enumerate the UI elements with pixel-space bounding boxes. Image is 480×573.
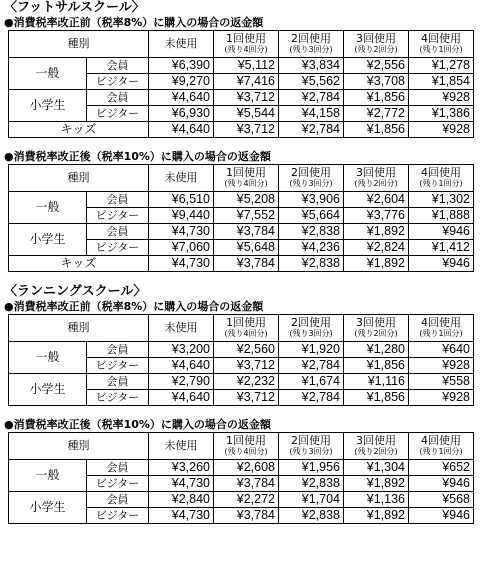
refund-amount: ¥4,730: [149, 508, 214, 524]
header-usage-label: 4回使用: [421, 316, 461, 329]
table-row: [9, 374, 474, 390]
refund-amount: ¥1,956: [279, 460, 344, 476]
refund-amount: ¥2,772: [344, 106, 409, 122]
category-kids: キッズ: [9, 122, 149, 138]
refund-amount: ¥7,552: [214, 208, 279, 224]
refund-table: [8, 432, 474, 524]
category-general: 一般: [9, 58, 87, 90]
category-general: 一般: [9, 460, 87, 492]
header-usage-2: [279, 315, 344, 342]
refund-amount: ¥640: [409, 342, 474, 358]
refund-amount: ¥558: [409, 374, 474, 390]
header-usage-label: 3回使用: [356, 32, 396, 45]
refund-amount: ¥928: [409, 358, 474, 374]
table-row: [9, 256, 474, 272]
header-remaining: (残り1回分): [419, 447, 463, 456]
refund-amount: ¥6,390: [149, 58, 214, 74]
header-usage-1: [214, 433, 279, 460]
header-usage-label: 1回使用: [226, 32, 266, 45]
header-usage-label: 4回使用: [421, 166, 461, 179]
refund-amount: ¥7,060: [149, 240, 214, 256]
refund-amount: ¥3,784: [214, 256, 279, 272]
refund-amount: ¥1,892: [344, 476, 409, 492]
category-elementary: 小学生: [9, 374, 87, 406]
refund-amount: ¥1,856: [344, 390, 409, 406]
refund-amount: ¥4,640: [149, 90, 214, 106]
refund-amount: ¥928: [409, 90, 474, 106]
refund-amount: ¥1,704: [279, 492, 344, 508]
refund-amount: ¥1,888: [409, 208, 474, 224]
table-subtitle: ●消費税率改正前（税率8%）に購入の場合の返金額: [4, 16, 264, 29]
header-usage-3: [344, 433, 409, 460]
table-header-row: [9, 165, 474, 192]
header-unused: 未使用: [149, 315, 214, 342]
refund-amount: ¥1,674: [279, 374, 344, 390]
refund-amount: ¥2,604: [344, 192, 409, 208]
member-type-visitor: ビジター: [87, 106, 149, 122]
refund-amount: ¥5,544: [214, 106, 279, 122]
refund-amount: ¥1,412: [409, 240, 474, 256]
refund-amount: ¥4,730: [149, 256, 214, 272]
table-row: [9, 492, 474, 508]
member-type-visitor: ビジター: [87, 240, 149, 256]
category-elementary: 小学生: [9, 224, 87, 256]
refund-amount: ¥1,136: [344, 492, 409, 508]
refund-amount: ¥5,562: [279, 74, 344, 90]
refund-amount: ¥5,664: [279, 208, 344, 224]
table-header-row: [9, 433, 474, 460]
header-usage-2: [279, 165, 344, 192]
header-remaining: (残り1回分): [419, 329, 463, 338]
member-type-visitor: ビジター: [87, 358, 149, 374]
refund-amount: ¥2,272: [214, 492, 279, 508]
member-type-visitor: ビジター: [87, 508, 149, 524]
refund-amount: ¥1,892: [344, 508, 409, 524]
refund-amount: ¥928: [409, 122, 474, 138]
header-usage-label: 3回使用: [356, 316, 396, 329]
table-row: [9, 224, 474, 240]
header-kind: 種別: [9, 315, 149, 342]
header-kind: 種別: [9, 31, 149, 58]
refund-amount: ¥7,416: [214, 74, 279, 90]
header-usage-label: 2回使用: [291, 434, 331, 447]
refund-amount: ¥3,712: [214, 390, 279, 406]
refund-amount: ¥4,640: [149, 390, 214, 406]
header-usage-4: [409, 165, 474, 192]
refund-amount: ¥3,784: [214, 508, 279, 524]
header-unused: 未使用: [149, 31, 214, 58]
refund-amount: ¥1,302: [409, 192, 474, 208]
table-row: [9, 58, 474, 74]
refund-amount: ¥3,200: [149, 342, 214, 358]
refund-amount: ¥1,856: [344, 122, 409, 138]
member-type-member: 会員: [87, 460, 149, 476]
refund-amount: ¥3,776: [344, 208, 409, 224]
header-remaining: (残り2回分): [354, 45, 398, 54]
member-type-visitor: ビジター: [87, 208, 149, 224]
refund-amount: ¥2,784: [279, 390, 344, 406]
refund-amount: ¥568: [409, 492, 474, 508]
header-usage-label: 3回使用: [356, 434, 396, 447]
header-remaining: (残り4回分): [224, 447, 268, 456]
header-usage-label: 2回使用: [291, 32, 331, 45]
refund-amount: ¥5,648: [214, 240, 279, 256]
header-remaining: (残り3回分): [289, 447, 333, 456]
refund-amount: ¥946: [409, 256, 474, 272]
spacer: [0, 406, 480, 418]
refund-amount: ¥1,920: [279, 342, 344, 358]
header-usage-4: [409, 433, 474, 460]
header-usage-label: 4回使用: [421, 32, 461, 45]
header-remaining: (残り2回分): [354, 447, 398, 456]
header-usage-label: 2回使用: [291, 316, 331, 329]
header-usage-label: 1回使用: [226, 316, 266, 329]
refund-amount: ¥2,838: [279, 256, 344, 272]
refund-amount: ¥1,278: [409, 58, 474, 74]
header-unused: 未使用: [149, 433, 214, 460]
header-usage-2: [279, 433, 344, 460]
member-type-member: 会員: [87, 342, 149, 358]
header-remaining: (残り3回分): [289, 45, 333, 54]
refund-amount: ¥1,856: [344, 358, 409, 374]
spacer: [0, 272, 480, 284]
refund-amount: ¥3,712: [214, 90, 279, 106]
refund-table: [8, 314, 474, 406]
refund-amount: ¥9,270: [149, 74, 214, 90]
refund-amount: ¥1,116: [344, 374, 409, 390]
refund-amount: ¥1,892: [344, 224, 409, 240]
header-usage-1: [214, 315, 279, 342]
refund-amount: ¥1,280: [344, 342, 409, 358]
refund-amount: ¥1,386: [409, 106, 474, 122]
member-type-member: 会員: [87, 192, 149, 208]
refund-amount: ¥5,208: [214, 192, 279, 208]
header-kind: 種別: [9, 433, 149, 460]
member-type-visitor: ビジター: [87, 390, 149, 406]
refund-amount: ¥2,232: [214, 374, 279, 390]
refund-amount: ¥1,856: [344, 90, 409, 106]
category-general: 一般: [9, 342, 87, 374]
refund-amount: ¥3,784: [214, 224, 279, 240]
header-kind: 種別: [9, 165, 149, 192]
member-type-member: 会員: [87, 374, 149, 390]
header-usage-3: [344, 165, 409, 192]
refund-amount: ¥2,838: [279, 508, 344, 524]
header-usage-label: 3回使用: [356, 166, 396, 179]
refund-amount: ¥4,730: [149, 476, 214, 492]
table-header-row: [9, 315, 474, 342]
refund-amount: ¥946: [409, 476, 474, 492]
header-usage-label: 1回使用: [226, 166, 266, 179]
table-subtitle: ●消費税率改正前（税率8%）に購入の場合の返金額: [4, 300, 264, 313]
refund-amount: ¥2,790: [149, 374, 214, 390]
refund-amount: ¥9,440: [149, 208, 214, 224]
header-remaining: (残り4回分): [224, 179, 268, 188]
refund-amount: ¥3,834: [279, 58, 344, 74]
refund-amount: ¥2,824: [344, 240, 409, 256]
refund-amount: ¥2,838: [279, 476, 344, 492]
refund-amount: ¥4,640: [149, 358, 214, 374]
section-title: 〈ランニングスクール〉: [4, 284, 147, 299]
refund-amount: ¥3,712: [214, 122, 279, 138]
header-remaining: (残り2回分): [354, 179, 398, 188]
section-title: 〈フットサルスクール〉: [4, 0, 145, 15]
member-type-member: 会員: [87, 224, 149, 240]
refund-amount: ¥6,510: [149, 192, 214, 208]
category-general: 一般: [9, 192, 87, 224]
refund-amount: ¥946: [409, 508, 474, 524]
header-remaining: (残り3回分): [289, 329, 333, 338]
member-type-visitor: ビジター: [87, 74, 149, 90]
header-usage-label: 2回使用: [291, 166, 331, 179]
refund-amount: ¥2,560: [214, 342, 279, 358]
header-remaining: (残り1回分): [419, 45, 463, 54]
refund-amount: ¥2,784: [279, 358, 344, 374]
table-header-row: [9, 31, 474, 58]
header-usage-4: [409, 31, 474, 58]
refund-amount: ¥4,236: [279, 240, 344, 256]
header-usage-3: [344, 315, 409, 342]
refund-amount: ¥3,906: [279, 192, 344, 208]
refund-amount: ¥4,730: [149, 224, 214, 240]
refund-amount: ¥1,892: [344, 256, 409, 272]
member-type-visitor: ビジター: [87, 476, 149, 492]
table-row: [9, 122, 474, 138]
refund-amount: ¥4,158: [279, 106, 344, 122]
header-remaining: (残り3回分): [289, 179, 333, 188]
refund-amount: ¥946: [409, 224, 474, 240]
refund-amount: ¥928: [409, 390, 474, 406]
table-row: [9, 342, 474, 358]
header-usage-1: [214, 31, 279, 58]
refund-amount: ¥2,608: [214, 460, 279, 476]
refund-table: [8, 164, 474, 272]
member-type-member: 会員: [87, 58, 149, 74]
header-usage-2: [279, 31, 344, 58]
refund-amount: ¥2,840: [149, 492, 214, 508]
table-row: [9, 192, 474, 208]
refund-amount: ¥652: [409, 460, 474, 476]
refund-amount: ¥3,712: [214, 358, 279, 374]
refund-amount: ¥3,784: [214, 476, 279, 492]
refund-amount: ¥1,304: [344, 460, 409, 476]
header-remaining: (残り4回分): [224, 329, 268, 338]
refund-amount: ¥3,260: [149, 460, 214, 476]
table-subtitle: ●消費税率改正後（税率10%）に購入の場合の返金額: [4, 150, 271, 163]
header-remaining: (残り1回分): [419, 179, 463, 188]
member-type-member: 会員: [87, 90, 149, 106]
refund-amount: ¥4,640: [149, 122, 214, 138]
refund-amount: ¥3,708: [344, 74, 409, 90]
refund-amount: ¥2,784: [279, 90, 344, 106]
table-row: [9, 460, 474, 476]
spacer: [0, 138, 480, 150]
category-elementary: 小学生: [9, 90, 87, 122]
refund-amount: ¥2,838: [279, 224, 344, 240]
refund-table: [8, 30, 474, 138]
refund-amount: ¥2,784: [279, 122, 344, 138]
member-type-member: 会員: [87, 492, 149, 508]
refund-amount: ¥5,112: [214, 58, 279, 74]
header-usage-label: 4回使用: [421, 434, 461, 447]
category-elementary: 小学生: [9, 492, 87, 524]
header-usage-4: [409, 315, 474, 342]
category-kids: キッズ: [9, 256, 149, 272]
header-usage-1: [214, 165, 279, 192]
refund-amount: ¥2,556: [344, 58, 409, 74]
header-remaining: (残り2回分): [354, 329, 398, 338]
refund-amount: ¥1,854: [409, 74, 474, 90]
refund-amount: ¥6,930: [149, 106, 214, 122]
table-row: [9, 90, 474, 106]
header-usage-label: 1回使用: [226, 434, 266, 447]
header-usage-3: [344, 31, 409, 58]
header-unused: 未使用: [149, 165, 214, 192]
table-subtitle: ●消費税率改正後（税率10%）に購入の場合の返金額: [4, 418, 271, 431]
header-remaining: (残り4回分): [224, 45, 268, 54]
